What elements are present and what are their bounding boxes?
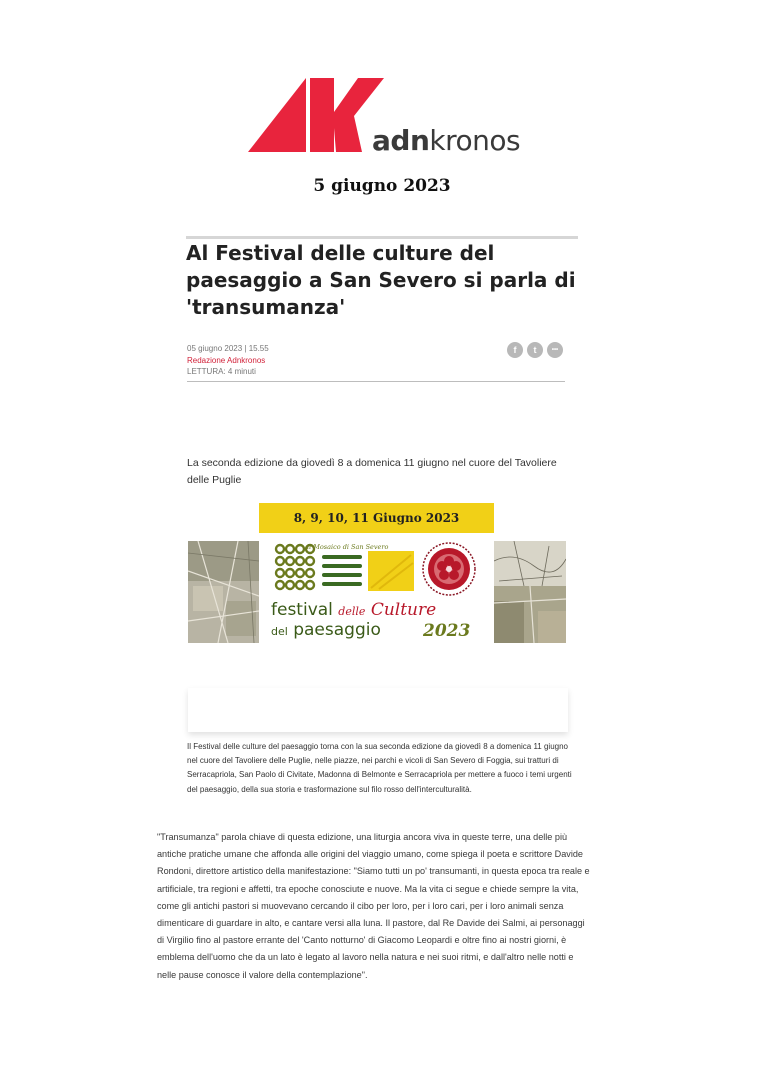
- poster-mosaic-label: il Mosaico di San Severo: [307, 543, 389, 551]
- poster-dates: 8, 9, 10, 11 Giugno 2023: [293, 511, 460, 525]
- map-image-left: [188, 541, 259, 643]
- image-caption: Il Festival delle culture del paesaggio torna con la sua seconda edizione da giovedì 8 a domenica 11 giugno nel cuore del Tavoliere delle Puglie, nelle piazze, nei parchi e vicoli di San Severo di Foggia, sui tratturi di Serracapriola, San Paolo di Civitate, Madonna di Belmonte e Serracapriola per mettere a fuoco i temi urgenti del paesaggio, della sua storia e trasformazione sul filo rosso dell'interculturalità.: [187, 742, 572, 794]
- poster-year: 2023: [423, 621, 471, 641]
- poster-dates-banner: [259, 503, 494, 533]
- top-divider: [186, 236, 578, 239]
- article-body: "Transumanza" parola chiave di questa edizione, una liturgia ancora viva in queste terre, una delle più antiche pratiche umane che affonda alle origini del viaggio umano, come spiega il poeta e scrittore Davide Rondoni, direttore artistico della manifestazione: "Siamo tutti un po' transumanti, in questa epoca tra reale e artificiale, tra regioni e affetti, tra epoche conosciute e nuove. Ma la vita ci segue e chiede sempre la vita, come gli antichi pastori si muovevano cercando il cibo per loro, per i loro cari, per i loro animali senza dimenticare di guardare in alto, e cantare versi alla luna. Il pastore, dal Re Davide dei Salmi, ai personaggi di Virgilio fino al pastore errante del 'Canto notturno' di Giacomo Leopardi e oltre fino ai nostri giorni, è emblema dell'uomo che da un lato è legato al lavoro nella natura e nei suoi ritmi, e dall'altro nelle notti e nelle pause conosce il valore della contemplazione".: [157, 832, 590, 980]
- poster-word-paesaggio: paesaggio: [293, 620, 381, 640]
- brand-regular: kronos: [429, 124, 521, 157]
- press-date: 5 giugno 2023: [313, 176, 451, 196]
- article-headline: Al Festival delle culture del paesaggio a San Severo si parla di 'transumanza': [186, 241, 576, 319]
- more-icon[interactable]: •••: [547, 342, 563, 358]
- article-datetime: 05 giugno 2023 | 15.55: [187, 344, 269, 353]
- logo-triangle-left: [248, 78, 306, 152]
- image-footer-card: [188, 688, 568, 732]
- share-buttons: [507, 342, 563, 358]
- article-author[interactable]: Redazione Adnkronos: [187, 355, 266, 365]
- poster-word-delle: delle: [338, 605, 366, 618]
- article-subtitle: La seconda edizione da giovedì 8 a domenica 11 giugno nel cuore del Tavoliere delle Puglie: [187, 457, 557, 486]
- reading-time: LETTURA: 4 minuti: [187, 367, 256, 376]
- map-image-right: [494, 541, 566, 643]
- meta-divider: [187, 381, 565, 382]
- article-meta: [187, 343, 269, 378]
- twitter-icon[interactable]: t: [527, 342, 543, 358]
- poster-word-festival: festival: [271, 600, 333, 620]
- poster-word-culture: Culture: [370, 600, 437, 620]
- poster-title-line2: [271, 620, 381, 640]
- poster-title-line1: [271, 600, 436, 620]
- poster-word-del: del: [271, 625, 288, 638]
- brand-wordmark: [372, 124, 520, 157]
- brand-bold: adn: [372, 124, 430, 157]
- facebook-icon[interactable]: f: [507, 342, 523, 358]
